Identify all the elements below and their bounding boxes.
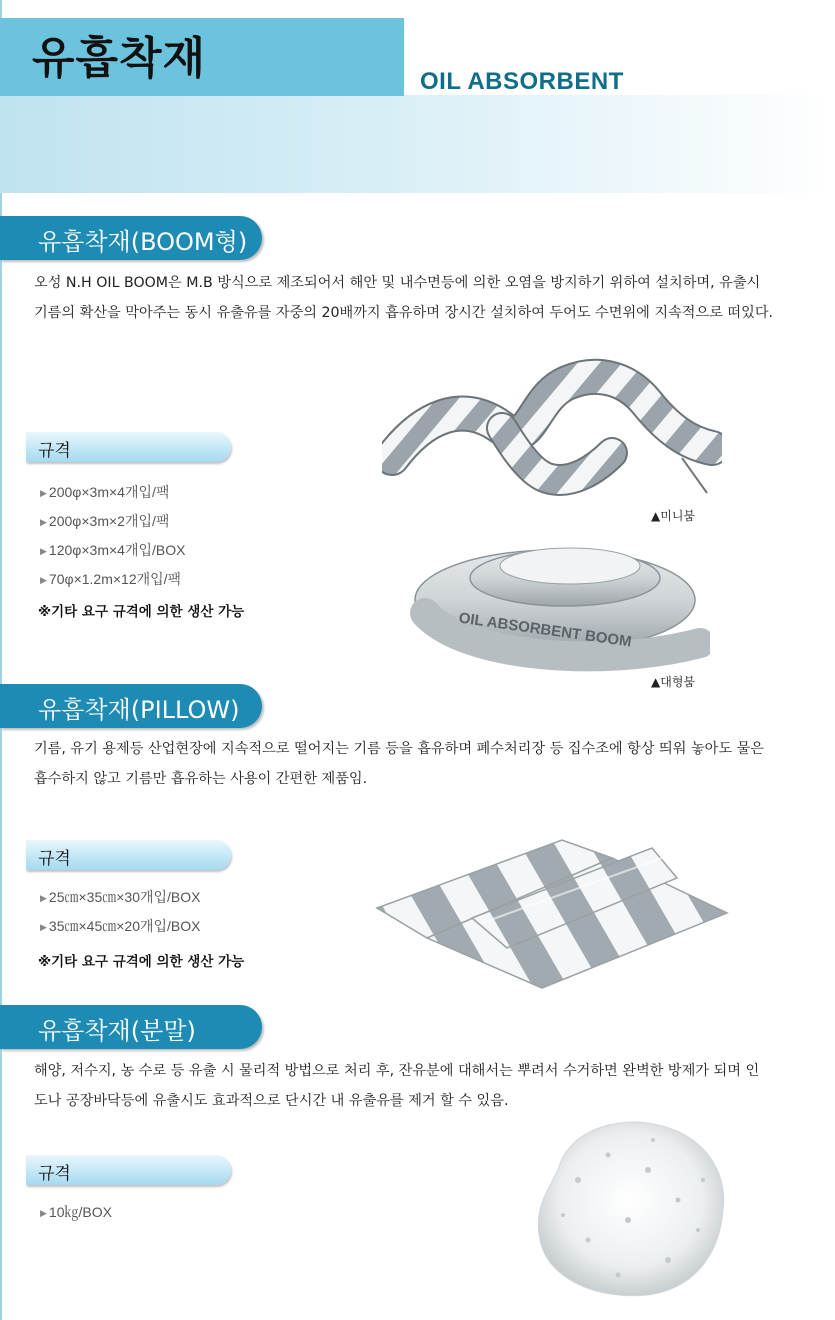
spec-item: ▶ 200φ×3m×4개입/팩 [40,478,185,507]
section-description-pillow [34,734,809,794]
description-line: 기름의 확산을 막아주는 동시 유출유를 자중의 20배까지 흡유하며 장시간 설치하여 두어도 수면위에 지속적으로 떠있다. [34,305,774,321]
spec-item: ▶ 70φ×1.2m×12개입/팩 [40,565,185,594]
section-heading-powder [0,1005,262,1049]
description-line: 도나 공장바닥등에 유출시도 효과적으로 단시간 내 유출유를 제거 할 수 있음. [34,1093,509,1109]
section-heading-text: 유흡착재(분말) [38,1017,196,1045]
spec-note-pillow: ※기타 요구 규격에 의한 생산 가능 [38,954,245,970]
spec-label-boom [26,432,231,462]
pillow-image [372,828,732,993]
large-boom-image [405,518,710,678]
spec-list-pillow [40,883,201,941]
description-line: 흡수하지 않고 기름만 흡유하는 사용이 간편한 제품임. [34,771,368,787]
section-heading-text: 유흡착재(BOOM형) [38,228,248,256]
section-description-boom [34,268,809,328]
spec-item: ▶ 200φ×3m×2개입/팩 [40,507,185,536]
spec-item: ▶ 35㎝×45㎝×20개입/BOX [40,912,201,941]
spec-note-boom: ※기타 요구 규격에 의한 생산 가능 [38,604,245,620]
page-subtitle-en: OIL ABSORBENT [420,68,624,95]
powder-image [528,1110,733,1300]
header-band [0,95,835,193]
section-heading-text: 유흡착재(PILLOW) [38,696,240,724]
boom-print-text: OIL ABSORBENT BOOM [457,609,633,651]
spec-label-text: 규격 [38,1164,71,1184]
spec-label-text: 규격 [38,441,71,461]
section-heading-boom [0,216,262,260]
description-line: 기름, 유기 용제등 산업현장에 지속적으로 떨어지는 기름 등을 흡유하며 폐수처리장 등 집수조에 항상 띄워 놓아도 물은 [34,741,765,757]
mini-boom-image [382,358,722,503]
page-title: 유흡착재 [32,33,207,84]
spec-item: ▶ 25㎝×35㎝×30개입/BOX [40,883,201,912]
page-edge-stripe [0,0,2,1320]
spec-item: ▶ 10㎏/BOX [40,1198,112,1227]
spec-item: ▶ 120φ×3m×4개입/BOX [40,536,185,565]
spec-list-boom [40,478,185,594]
spec-label-powder [26,1155,231,1185]
section-description-powder [34,1056,809,1116]
section-heading-pillow [0,684,262,728]
spec-label-pillow [26,840,231,870]
caption-mini-boom: ▲미니붐 [651,509,696,523]
spec-label-text: 규격 [38,849,71,869]
spec-list-powder [40,1198,112,1227]
description-line: 해양, 저수지, 농 수로 등 유출 시 물리적 방법으로 처리 후, 잔유분에 대해서는 뿌려서 수거하면 완벽한 방제가 되며 인 [34,1063,760,1079]
description-line: 오성 N.H OIL BOOM은 M.B 방식으로 제조되어서 해안 및 내수면등에 의한 오염을 방지하기 위하여 설치하며, 유출시 [34,275,761,291]
caption-large-boom: ▲대형붐 [651,675,696,689]
